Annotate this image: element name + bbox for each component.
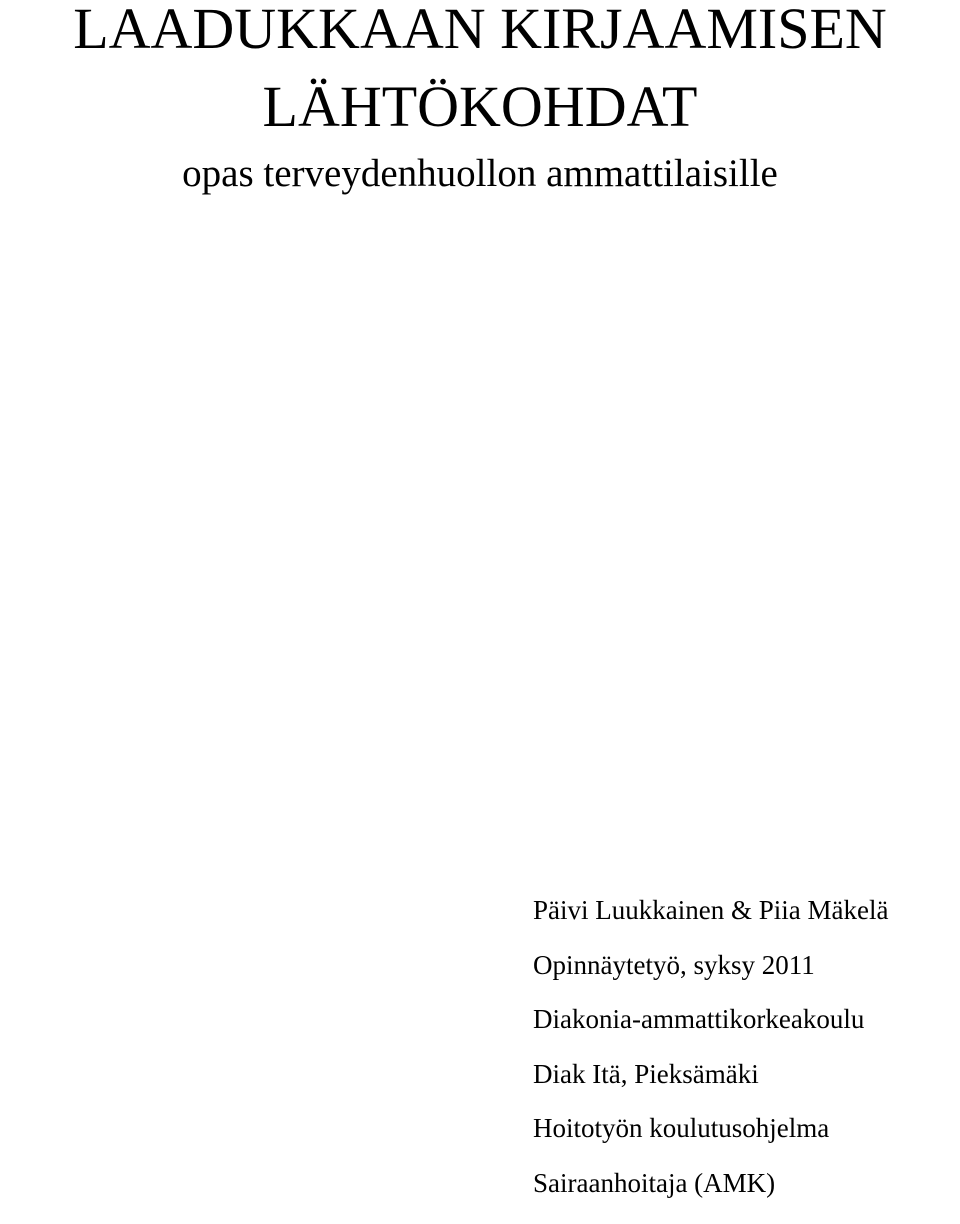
institution: Diakonia-ammattikorkeakoulu [533, 1006, 888, 1061]
degree-programme: Hoitotyön koulutusohjelma [533, 1115, 888, 1170]
title-line-2: LÄHTÖKOHDAT [0, 78, 960, 136]
authors: Päivi Luukkainen & Piia Mäkelä [533, 897, 888, 952]
thesis-type-date: Opinnäytetyö, syksy 2011 [533, 952, 888, 1007]
subtitle: opas terveydenhuollon ammattilaisille [0, 154, 960, 193]
campus: Diak Itä, Pieksämäki [533, 1061, 888, 1116]
title-line-1: LAADUKKAAN KIRJAAMISEN [0, 0, 960, 58]
thesis-info-block [533, 897, 888, 1224]
degree-title: Sairaanhoitaja (AMK) [533, 1170, 888, 1224]
